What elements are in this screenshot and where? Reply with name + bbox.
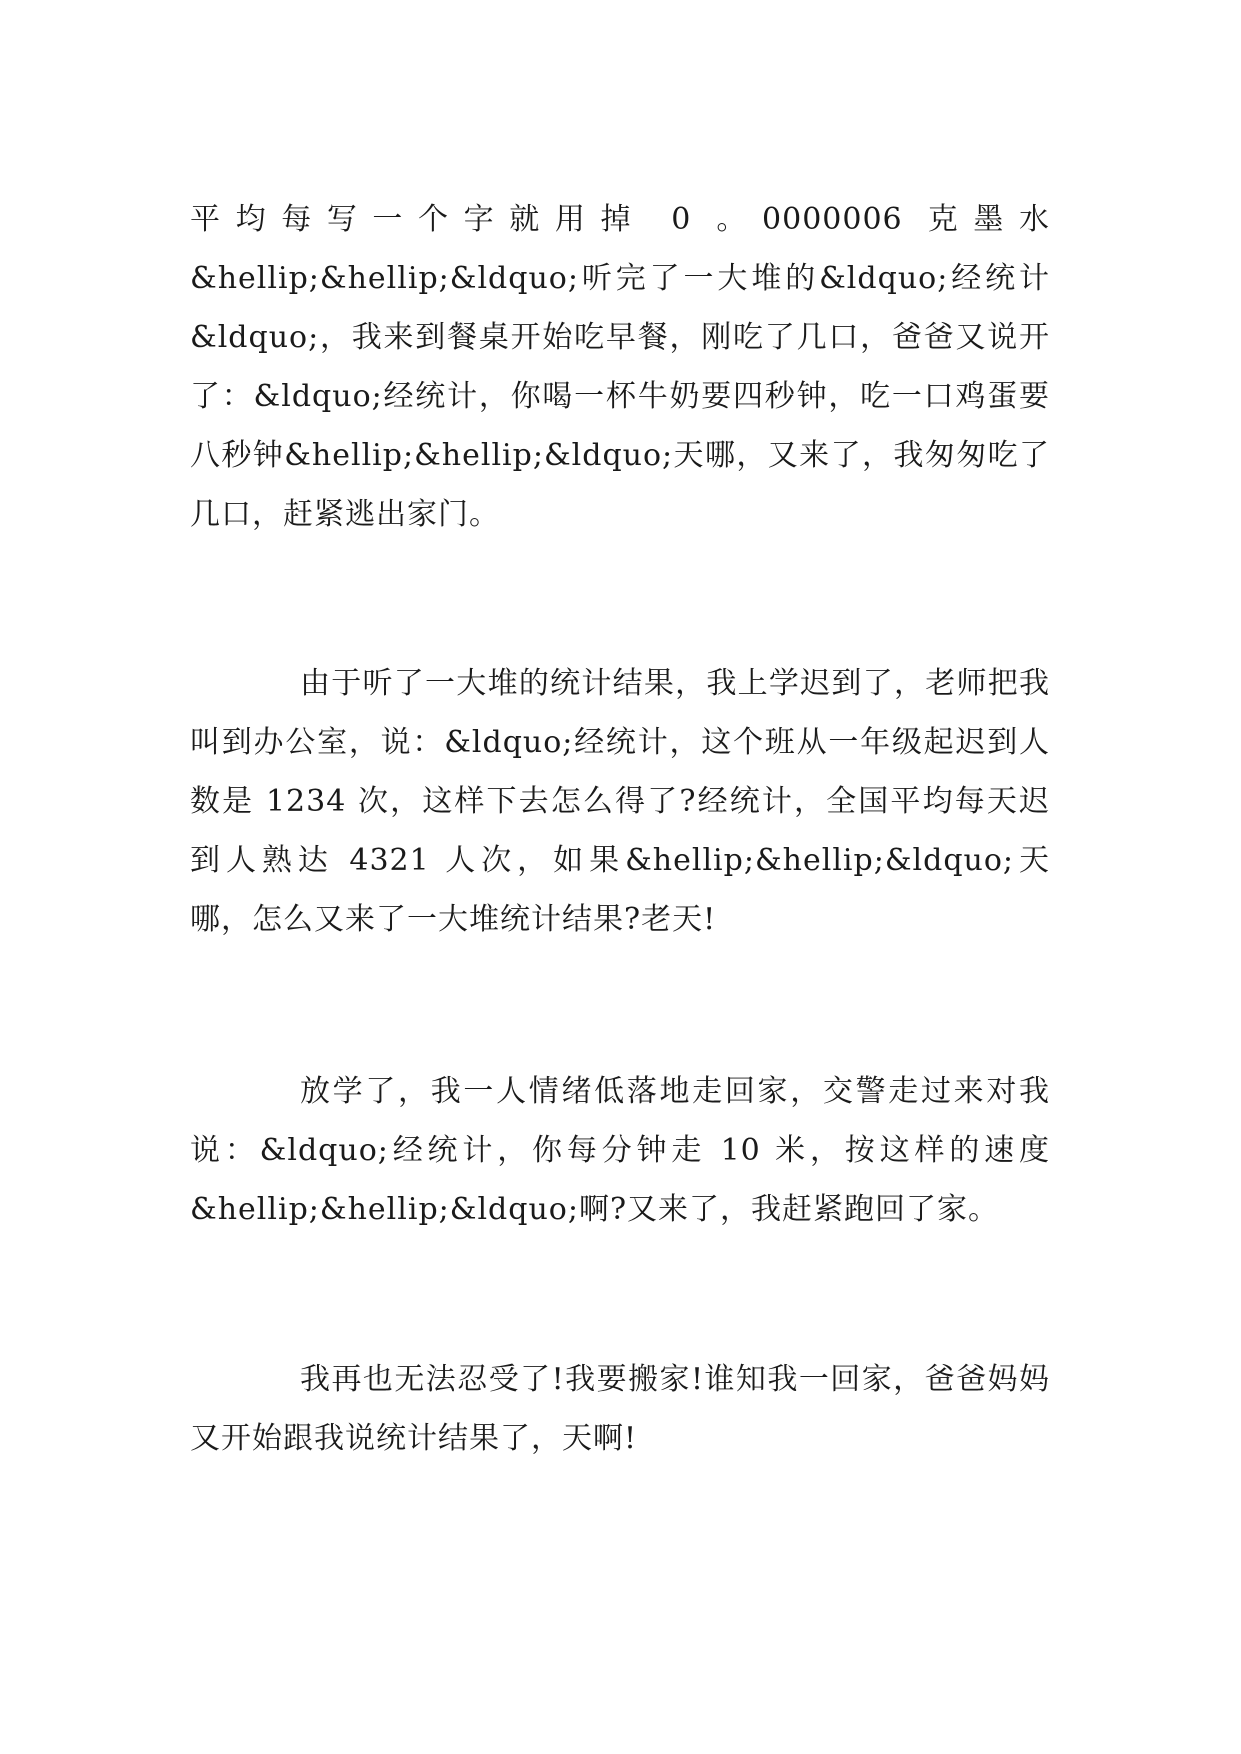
paragraph-1: 平均每写一个字就用掉 0 。0000006 克墨水&hellip;&hellip;&ldquo;听完了一大堆的&ldquo;经统计&ldquo;，我来到餐桌开始吃早餐，刚吃了几口，爸爸又说开了：&ldquo;经统计，你喝一杯牛奶要四秒钟，吃一口鸡蛋要八秒钟&hellip;&hellip;&ldquo;天哪，又来了，我匆匆吃了几口，赶紧逃出家门。 xyxy=(190,202,1050,532)
paragraph-4: 我再也无法忍受了!我要搬家!谁知我一回家，爸爸妈妈又开始跟我说统计结果了，天啊! xyxy=(190,1362,1050,1456)
paragraph-3: 放学了，我一人情绪低落地走回家，交警走过来对我说：&ldquo;经统计，你每分钟走 10 米，按这样的速度&hellip;&hellip;&ldquo;啊?又来了，我赶紧跑回了家。 xyxy=(190,1074,1050,1227)
paragraph-2: 由于听了一大堆的统计结果，我上学迟到了，老师把我叫到办公室，说：&ldquo;经统计，这个班从一年级起迟到人数是 1234 次，这样下去怎么得了?经统计，全国平均每天迟到人熟达 4321 人次，如果&hellip;&hellip;&ldquo;天哪，怎么又来了一大堆统计结果?老天! xyxy=(190,666,1050,937)
